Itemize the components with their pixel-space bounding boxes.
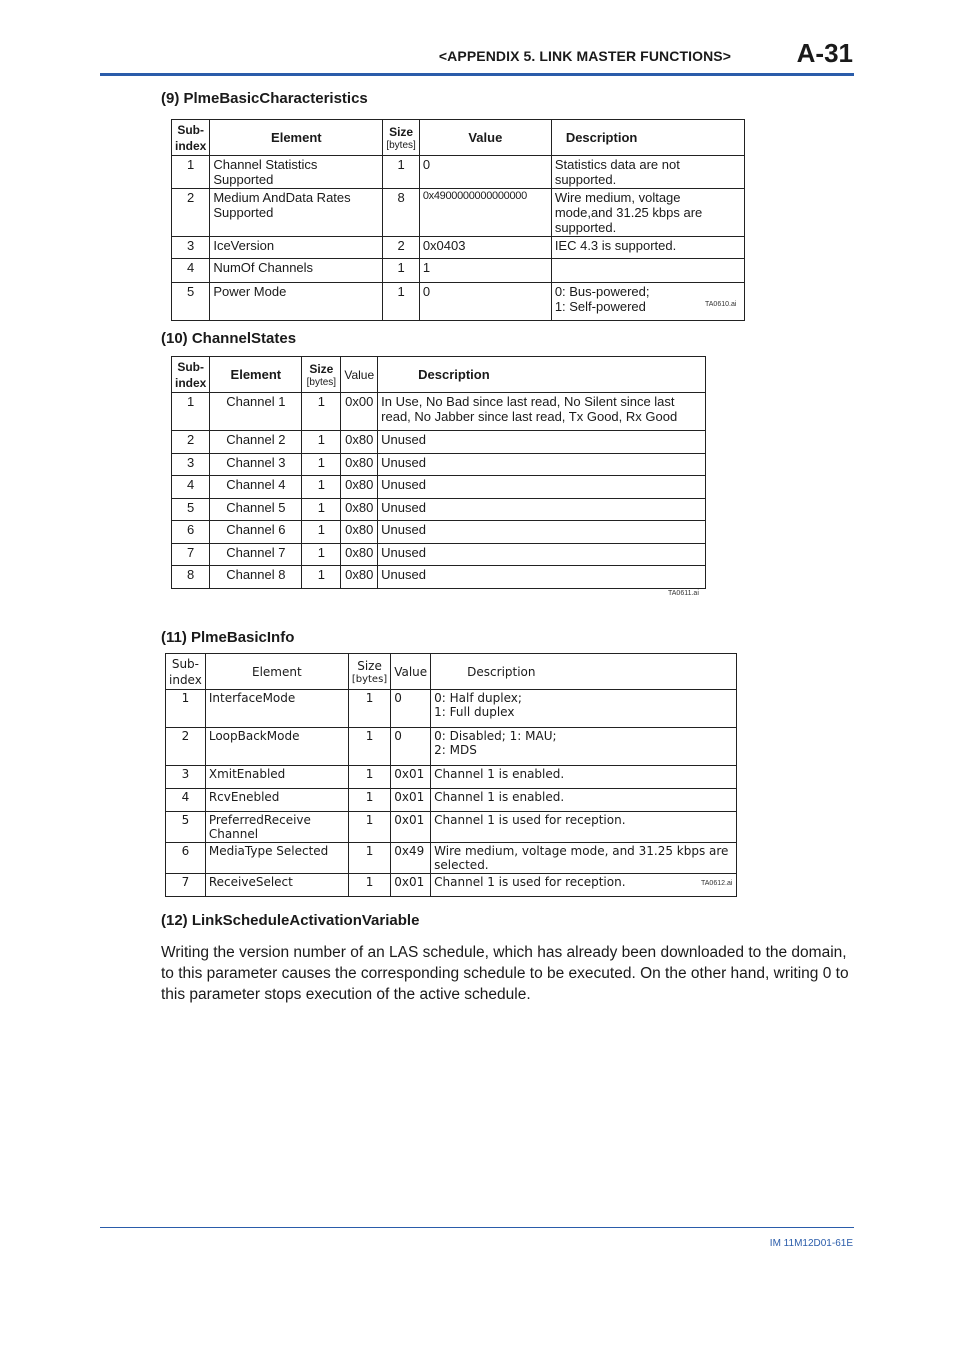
cell-subindex: 2 [166, 728, 206, 766]
header-subindex: Sub- index [166, 654, 206, 690]
page-number: A-31 [796, 38, 853, 68]
cell-size: 1 [302, 521, 341, 544]
table-header-row [166, 654, 737, 690]
table-row [172, 259, 745, 283]
cell-size: 8 [383, 189, 419, 237]
cell-description [551, 259, 744, 283]
section-12-title: (12) LinkScheduleActivationVariable [161, 912, 420, 929]
header-element: Element [210, 120, 383, 156]
table-row [166, 690, 737, 728]
cell-element: Power Mode [210, 283, 383, 321]
header-rule [100, 73, 854, 76]
cell-description: In Use, No Bad since last read, No Silent since last read, No Jabber since last read, Tx Good, Rx Good [378, 393, 706, 431]
cell-value: 0x01 [391, 789, 431, 812]
cell-size: 1 [348, 728, 390, 766]
cell-size: 1 [348, 766, 390, 789]
cell-value: 0 [419, 156, 551, 189]
cell-description: Unused [378, 476, 706, 499]
cell-description: Wire medium, voltage mode, and 31.25 kbps are selected. [431, 843, 737, 874]
cell-description: Unused [378, 499, 706, 521]
cell-description: Wire medium, voltage mode,and 31.25 kbps are supported. [551, 189, 744, 237]
table-row [172, 454, 706, 476]
cell-description: Channel 1 is enabled. [431, 766, 737, 789]
cell-size: 1 [348, 843, 390, 874]
table-row [172, 189, 745, 237]
cell-size: 1 [302, 454, 341, 476]
cell-value: 0x80 [341, 566, 378, 589]
cell-size: 1 [302, 499, 341, 521]
footer-rule [100, 1227, 854, 1228]
cell-subindex: 3 [166, 766, 206, 789]
section-12-paragraph: Writing the version number of an LAS schedule, which has already been downloaded to the domain, to this parameter causes the corresponding schedule to be executed. On the other hand, writing 0 to this parameter stops execution of the active schedule. [161, 944, 849, 1003]
cell-value: 0 [419, 283, 551, 321]
cell-value: 0x49 [391, 843, 431, 874]
table-row [172, 476, 706, 499]
cell-element: Channel 2 [210, 431, 302, 454]
cell-subindex: 2 [172, 431, 210, 454]
cell-element: PreferredReceive Channel [205, 812, 348, 843]
cell-value: 0x01 [391, 812, 431, 843]
section-9-title: (9) PlmeBasicCharacteristics [161, 90, 368, 107]
header-subindex: Sub- index [172, 120, 210, 156]
cell-value: 0x00 [341, 393, 378, 431]
table-row [172, 431, 706, 454]
table-row [172, 237, 745, 259]
cell-element: MediaType Selected [205, 843, 348, 874]
table-header-row [172, 357, 706, 393]
table-row [172, 566, 706, 589]
cell-value: 0 [391, 728, 431, 766]
cell-size: 1 [302, 544, 341, 566]
figure-caption-10: TA0611.ai [668, 590, 699, 597]
cell-description: 0: Bus-powered; 1: Self-powered [551, 283, 744, 321]
cell-description: 0: Half duplex; 1: Full duplex [431, 690, 737, 728]
cell-subindex: 7 [166, 874, 206, 897]
table-row [172, 544, 706, 566]
table-row [166, 874, 737, 897]
cell-element: ReceiveSelect [205, 874, 348, 897]
header-value: Value [341, 357, 378, 393]
cell-description: Channel 1 is used for reception. [431, 812, 737, 843]
table-row [172, 283, 745, 321]
table-row [166, 728, 737, 766]
cell-subindex: 6 [172, 521, 210, 544]
header-value: Value [391, 654, 431, 690]
table-row [166, 843, 737, 874]
table-row [166, 766, 737, 789]
cell-element: Channel 5 [210, 499, 302, 521]
header-size: Size [bytes] [383, 120, 419, 156]
cell-size: 1 [348, 874, 390, 897]
cell-element: Channel 8 [210, 566, 302, 589]
section-10-title: (10) ChannelStates [161, 330, 297, 347]
cell-value: 0x80 [341, 544, 378, 566]
cell-subindex: 3 [172, 237, 210, 259]
cell-subindex: 5 [166, 812, 206, 843]
figure-caption-9: TA0610.ai [705, 301, 737, 308]
cell-subindex: 8 [172, 566, 210, 589]
cell-size: 2 [383, 237, 419, 259]
figure-caption-11: TA0612.ai [701, 880, 733, 887]
cell-description: 0: Disabled; 1: MAU; 2: MDS [431, 728, 737, 766]
header-element: Element [205, 654, 348, 690]
cell-element: Channel 1 [210, 393, 302, 431]
document-id: IM 11M12D01-61E [769, 1238, 853, 1249]
table-row [166, 789, 737, 812]
cell-subindex: 6 [166, 843, 206, 874]
cell-element: RcvEnebled [205, 789, 348, 812]
header-description: Description [378, 357, 706, 393]
plme-basic-info-table [165, 653, 737, 897]
cell-element: Channel 3 [210, 454, 302, 476]
cell-subindex: 4 [172, 476, 210, 499]
cell-description: IEC 4.3 is supported. [551, 237, 744, 259]
cell-element: InterfaceMode [205, 690, 348, 728]
cell-element: Channel 4 [210, 476, 302, 499]
cell-subindex: 4 [166, 789, 206, 812]
plme-basic-characteristics-table [171, 119, 745, 321]
cell-value: 0x80 [341, 476, 378, 499]
cell-size: 1 [302, 431, 341, 454]
table-header-row [172, 120, 745, 156]
cell-size: 1 [302, 476, 341, 499]
cell-subindex: 4 [172, 259, 210, 283]
cell-size: 1 [302, 566, 341, 589]
cell-description: Statistics data are not supported. [551, 156, 744, 189]
cell-value: 0x80 [341, 431, 378, 454]
cell-size: 1 [383, 259, 419, 283]
cell-description: Unused [378, 521, 706, 544]
cell-element: NumOf Channels [210, 259, 383, 283]
table-row [172, 393, 706, 431]
cell-subindex: 3 [172, 454, 210, 476]
cell-subindex: 1 [172, 156, 210, 189]
cell-description: Unused [378, 544, 706, 566]
cell-size: 1 [383, 156, 419, 189]
cell-value: 0 [391, 690, 431, 728]
cell-value: 0x80 [341, 521, 378, 544]
cell-description: Unused [378, 454, 706, 476]
cell-size: 1 [302, 393, 341, 431]
cell-element: Channel 7 [210, 544, 302, 566]
cell-element: IceVersion [210, 237, 383, 259]
cell-subindex: 7 [172, 544, 210, 566]
cell-value: 0x80 [341, 499, 378, 521]
cell-subindex: 5 [172, 499, 210, 521]
cell-description: Unused [378, 566, 706, 589]
cell-element: Medium AndData Rates Supported [210, 189, 383, 237]
cell-size: 1 [383, 283, 419, 321]
cell-value: 0x01 [391, 874, 431, 897]
cell-value: 0x80 [341, 454, 378, 476]
header-subindex: Sub- index [172, 357, 210, 393]
header-element: Element [210, 357, 302, 393]
cell-subindex: 2 [172, 189, 210, 237]
cell-subindex: 5 [172, 283, 210, 321]
cell-size: 1 [348, 789, 390, 812]
cell-value: 0x0403 [419, 237, 551, 259]
cell-size: 1 [348, 690, 390, 728]
cell-description: Channel 1 is enabled. [431, 789, 737, 812]
channel-states-table [171, 356, 706, 589]
running-header: <APPENDIX 5. LINK MASTER FUNCTIONS> [438, 48, 731, 64]
table-row [172, 521, 706, 544]
table-row [172, 156, 745, 189]
cell-description: Channel 1 is used for reception. [431, 874, 737, 897]
cell-value: 0x4900000000000000 [419, 189, 551, 237]
cell-element: LoopBackMode [205, 728, 348, 766]
header-size: Size [bytes] [348, 654, 390, 690]
cell-description: Unused [378, 431, 706, 454]
cell-element: Channel Statistics Supported [210, 156, 383, 189]
table-row [166, 812, 737, 843]
header-value: Value [419, 120, 551, 156]
cell-subindex: 1 [172, 393, 210, 431]
header-description: Description [551, 120, 744, 156]
cell-value: 1 [419, 259, 551, 283]
header-description: Description [431, 654, 737, 690]
table-row [172, 499, 706, 521]
section-11-title: (11) PlmeBasicInfo [161, 629, 295, 646]
cell-size: 1 [348, 812, 390, 843]
header-size: Size [bytes] [302, 357, 341, 393]
cell-element: XmitEnabled [205, 766, 348, 789]
cell-subindex: 1 [166, 690, 206, 728]
cell-value: 0x01 [391, 766, 431, 789]
cell-element: Channel 6 [210, 521, 302, 544]
